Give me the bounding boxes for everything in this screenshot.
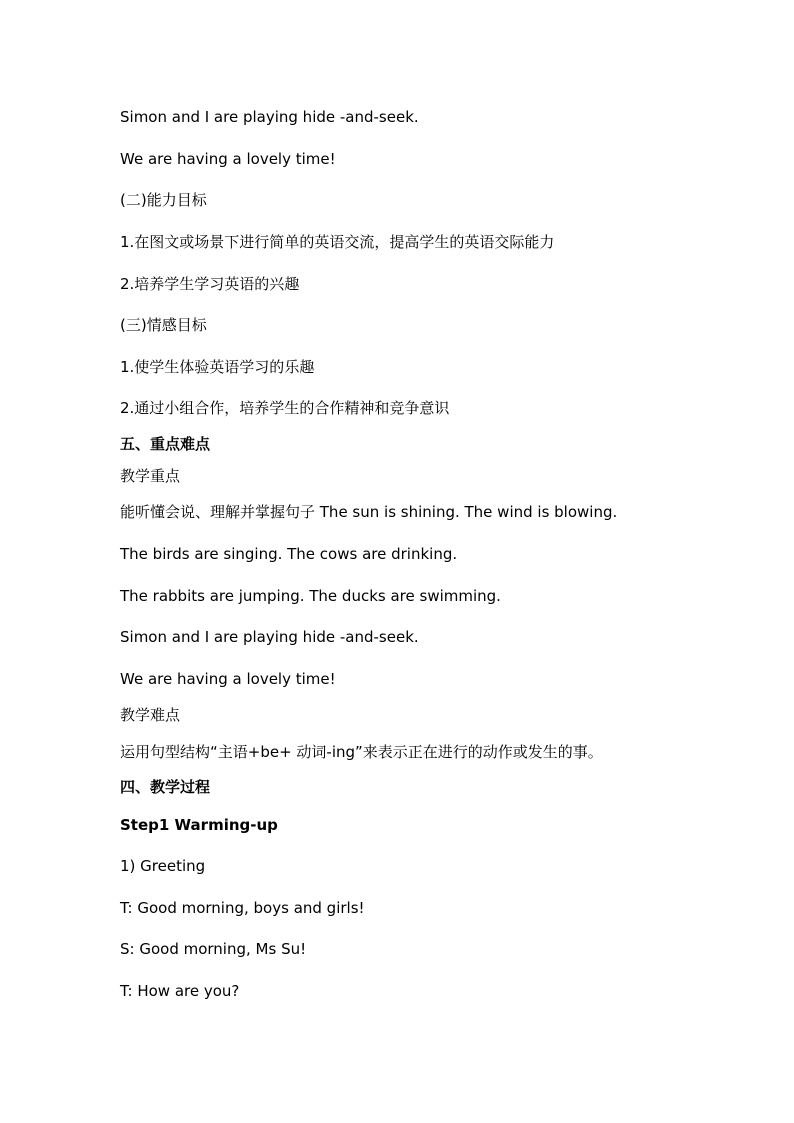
subheading-teaching-difficulty: 教学难点 xyxy=(120,706,181,724)
step-heading-warming-up: Step1 Warming-up xyxy=(120,816,278,834)
text-line-8: 2.通过小组合作，培养学生的合作精神和竞争意识 xyxy=(120,399,450,417)
subheading-teaching-focus: 教学重点 xyxy=(120,467,181,485)
section-heading-ability: (二)能力目标 xyxy=(120,191,207,209)
text-line-5: 2.培养学生学习英语的兴趣 xyxy=(120,275,300,293)
section-heading-key-points: 五、重点难点 xyxy=(120,435,211,453)
section-heading-process: 四、教学过程 xyxy=(120,778,211,796)
text-line-7: 1.使学生体验英语学习的乐趣 xyxy=(120,358,315,376)
text-line-15: We are having a lovely time! xyxy=(120,670,336,688)
text-line-1: Simon and I are playing hide -and-seek. xyxy=(120,108,419,126)
text-line-2: We are having a lovely time! xyxy=(120,150,336,168)
text-line-11: 能听懂会说、理解并掌握句子 The sun is shining. The wind is blowing. xyxy=(120,503,618,521)
section-heading-emotion: (三)情感目标 xyxy=(120,316,207,334)
text-line-14: Simon and I are playing hide -and-seek. xyxy=(120,628,419,646)
text-line-13: The rabbits are jumping. The ducks are swimming. xyxy=(120,587,501,605)
text-line-23: T: How are you? xyxy=(120,982,240,1000)
text-line-22: S: Good morning, Ms Su! xyxy=(120,940,307,958)
text-line-12: The birds are singing. The cows are drinking. xyxy=(120,545,458,563)
text-line-4: 1.在图文或场景下进行简单的英语交流，提高学生的英语交际能力 xyxy=(120,233,555,251)
text-line-21: T: Good morning, boys and girls! xyxy=(120,899,365,917)
text-line-20: 1) Greeting xyxy=(120,857,206,875)
text-line-17: 运用句型结构“主语+be+ 动词-ing”来表示正在进行的动作或发生的事。 xyxy=(120,743,603,761)
